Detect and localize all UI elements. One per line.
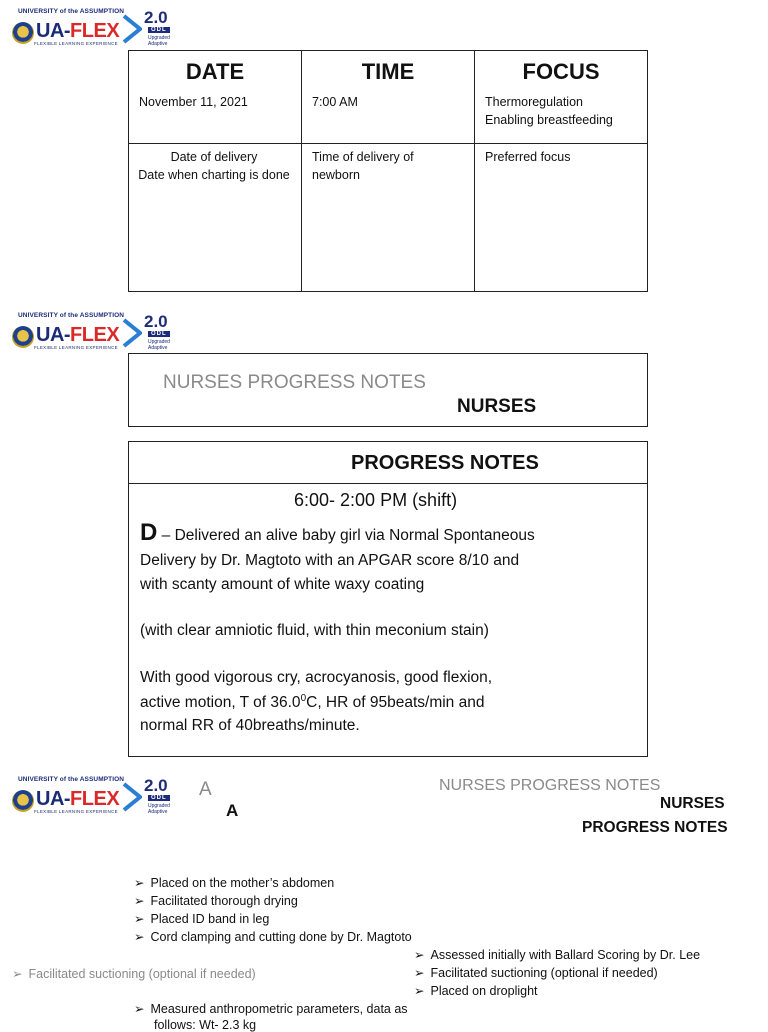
header-row [129, 51, 648, 144]
date-value: November 11, 2021 [139, 95, 248, 109]
gray-title: NURSES PROGRESS NOTES [163, 372, 426, 393]
list-item: ➢ Measured anthropometric parameters, data as [134, 1000, 408, 1018]
time-header: TIME [361, 59, 415, 84]
list-item: ➢ Placed ID band in leg [134, 910, 412, 928]
fluid-line: (with clear amniotic fluid, with thin meconium stain) [140, 622, 489, 639]
data-line-2: Delivery by Dr. Magtoto with an APGAR score 8/10 and [140, 552, 520, 569]
logo-university-text: UNIVERSITY of the ASSUMPTION [18, 312, 125, 319]
d-letter: D [140, 519, 158, 546]
divider [129, 483, 647, 484]
logo-university-text: UNIVERSITY of the ASSUMPTION [18, 776, 125, 783]
logo-tagline: FLEXIBLE LEARNING EXPERIENCE [34, 345, 118, 350]
list-item: ➢ Facilitated suctioning (optional if needed) [12, 965, 256, 983]
logo-ua-lines: Upgraded Adaptive [148, 35, 170, 47]
gray-section-title: NURSES PROGRESS NOTES [439, 777, 661, 794]
logo-tagline: FLEXIBLE LEARNING EXPERIENCE [34, 41, 118, 46]
university-seal-icon [12, 22, 34, 44]
focus-value: Thermoregulation Enabling breastfeeding [485, 95, 613, 127]
logo-arrow-icon [122, 782, 142, 812]
list-item: ➢ Placed on droplight [414, 982, 700, 1000]
logo-odl: ODL [148, 331, 170, 337]
gray-a-letter: A [199, 779, 212, 800]
date-description: Date of delivery Date when charting is done [129, 144, 302, 292]
logo-ua-lines: Upgraded Adaptive [148, 803, 170, 815]
university-seal-icon [12, 326, 34, 348]
shift-text: 6:00- 2:00 PM (shift) [294, 490, 458, 510]
focus-header-cell [475, 51, 648, 144]
logo-arrow-icon [122, 318, 142, 348]
nurses-title: NURSES [457, 396, 537, 417]
ua-flex-logo [12, 776, 190, 816]
logo-odl: ODL [148, 795, 170, 801]
time-description: Time of delivery of newborn [302, 144, 475, 292]
section-title-nurses: NURSES [660, 795, 725, 812]
nurses-title-box [128, 353, 648, 427]
ghost-action-list [12, 965, 256, 983]
progress-title: PROGRESS NOTES [351, 452, 539, 474]
a-letter: A [226, 801, 239, 820]
focus-chart-table [128, 50, 648, 292]
logo-brand: UA-FLEX [36, 20, 120, 42]
focus-description: Preferred focus [475, 144, 648, 292]
ua-flex-logo [12, 312, 190, 352]
data-line-3: with scanty amount of white waxy coating [140, 576, 425, 593]
focus-header: FOCUS [522, 59, 600, 84]
logo-brand: UA-FLEX [36, 788, 120, 810]
list-item: ➢ Assessed initially with Ballard Scoring by Dr. Lee [414, 946, 700, 964]
vitals-line-1: With good vigorous cry, acrocyanosis, good flexion, [140, 669, 493, 686]
vitals-line-2: active motion, T of 36.0$^0$C, HR of 95beats/min and [140, 693, 485, 712]
time-value: 7:00 AM [312, 95, 358, 109]
actions-right-list [414, 946, 700, 1000]
vitals-line-3: normal RR of 40breaths/minute. [140, 717, 360, 734]
logo-arrow-icon [122, 14, 142, 44]
date-header-cell [129, 51, 302, 144]
logo-version: 2.0 [144, 8, 168, 27]
logo-version: 2.0 [144, 776, 168, 795]
logo-ua-lines: Upgraded Adaptive [148, 339, 170, 351]
measured-list [134, 1000, 408, 1018]
university-seal-icon [12, 790, 34, 812]
logo-odl: ODL [148, 27, 170, 33]
section-title-progress: PROGRESS NOTES [582, 819, 728, 836]
time-header-cell [302, 51, 475, 144]
logo-university-text: UNIVERSITY of the ASSUMPTION [18, 8, 125, 15]
list-item: ➢ Facilitated thorough drying [134, 892, 412, 910]
description-row [129, 144, 648, 292]
list-item: ➢ Facilitated suctioning (optional if needed) [414, 964, 700, 982]
logo-brand: UA-FLEX [36, 324, 120, 346]
list-item: ➢ Cord clamping and cutting done by Dr. Magtoto [134, 928, 412, 946]
logo-version: 2.0 [144, 312, 168, 331]
ua-flex-logo [12, 8, 190, 48]
date-header: DATE [185, 59, 245, 84]
data-line-1 [140, 519, 535, 547]
progress-notes-box [128, 441, 648, 757]
measured-continued: follows: Wt- 2.3 kg [154, 1018, 257, 1032]
d-text: – Delivered an alive baby girl via Normal Spontaneous [157, 527, 535, 544]
actions-left-list [134, 874, 412, 946]
list-item: ➢ Placed on the mother’s abdomen [134, 874, 412, 892]
logo-tagline: FLEXIBLE LEARNING EXPERIENCE [34, 809, 118, 814]
